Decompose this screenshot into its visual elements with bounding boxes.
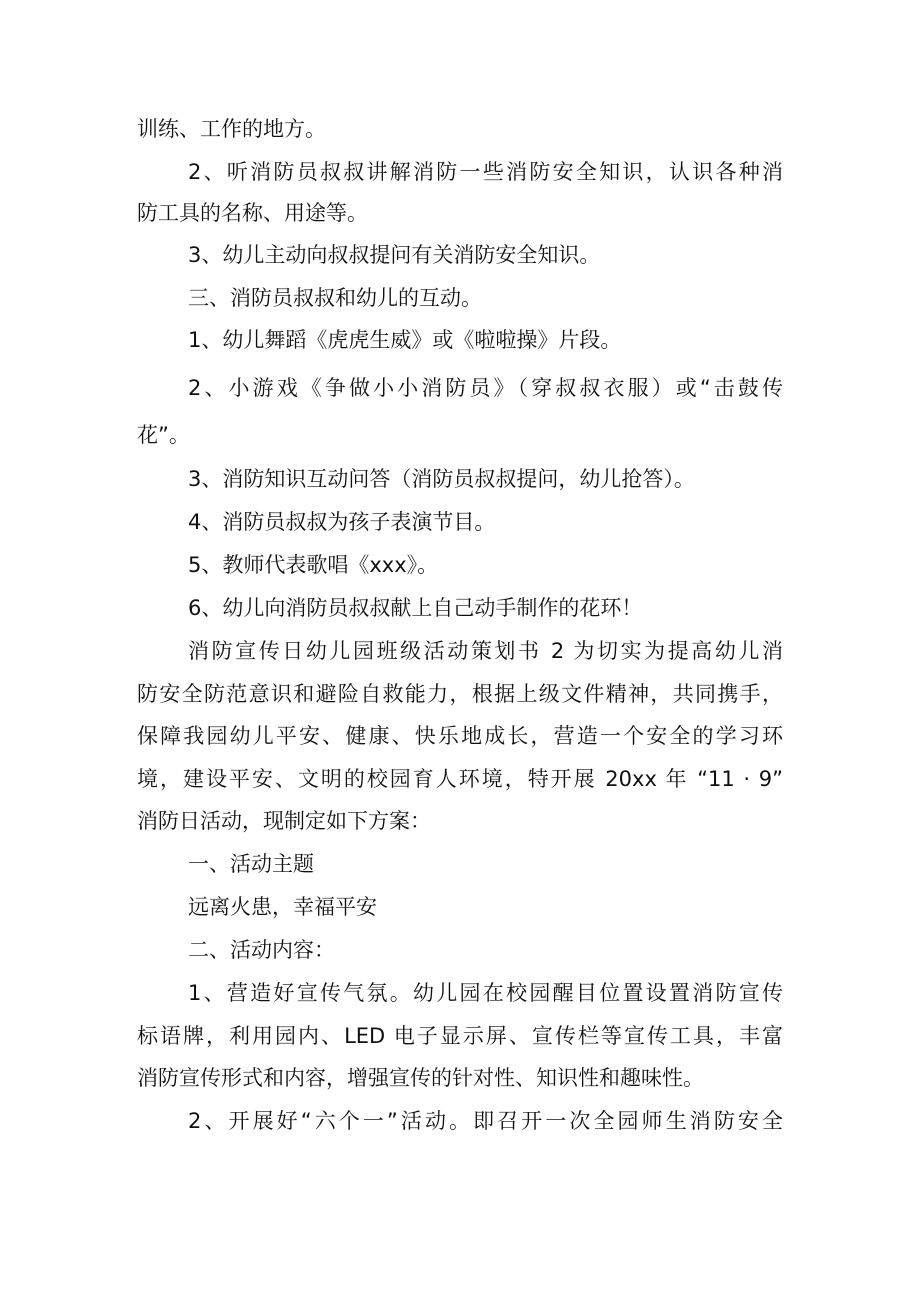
text-line: 2、小游戏《争做小小消防员》（穿叔叔衣服）或“击鼓传: [188, 376, 783, 400]
text-line: 标语牌，利用园内、LED 电子显示屏、宣传栏等宣传工具，丰富: [137, 1024, 783, 1048]
text-line: 二、活动内容：: [188, 938, 335, 962]
text-line: 消防宣传形式和内容，增强宣传的针对性、知识性和趣味性。: [137, 1066, 704, 1090]
text-line: 消防宣传日幼儿园班级活动策划书 2 为切实为提高幼儿消: [188, 639, 783, 663]
text-line: 一、活动主题: [188, 852, 314, 876]
text-line: 防工具的名称、用途等。: [137, 201, 368, 225]
text-line: 5、教师代表歌唱《xxx》。: [188, 553, 439, 577]
text-line: 1、营造好宣传气氛。幼儿园在校园醒目位置设置消防宣传: [188, 981, 783, 1005]
text-line: 训练、工作的地方。: [137, 117, 326, 141]
text-line: 境，建设平安、文明的校园育人环境，特开展 20xx 年 “11 · 9”: [137, 767, 783, 791]
text-line: 1、幼儿舞蹈《虎虎生威》或《啦啦操》片段。: [188, 328, 622, 352]
text-line: 4、消防员叔叔为孩子表演节目。: [188, 510, 496, 534]
text-line: 花”。: [137, 423, 190, 447]
text-line: 防安全防范意识和避险自救能力，根据上级文件精神，共同携手，: [137, 682, 783, 706]
text-line: 三、消防员叔叔和幼儿的互动。: [188, 286, 482, 310]
text-line: 2、听消防员叔叔讲解消防一些消防安全知识，认识各种消: [188, 160, 783, 184]
text-line: 3、幼儿主动向叔叔提问有关消防安全知识。: [188, 243, 601, 267]
text-line: 6、幼儿向消防员叔叔献上自己动手制作的花环！: [188, 596, 643, 620]
text-line: 远离火患，幸福平安: [188, 895, 377, 919]
text-line: 3、消防知识互动问答（消防员叔叔提问，幼儿抢答）。: [188, 467, 695, 491]
text-line: 保障我园幼儿平安、健康、快乐地成长，营造一个安全的学习环: [137, 724, 783, 748]
text-line: 2、开展好“六个一”活动。即召开一次全园师生消防安全: [188, 1109, 783, 1133]
text-line: 消防日活动，现制定如下方案：: [137, 809, 431, 833]
